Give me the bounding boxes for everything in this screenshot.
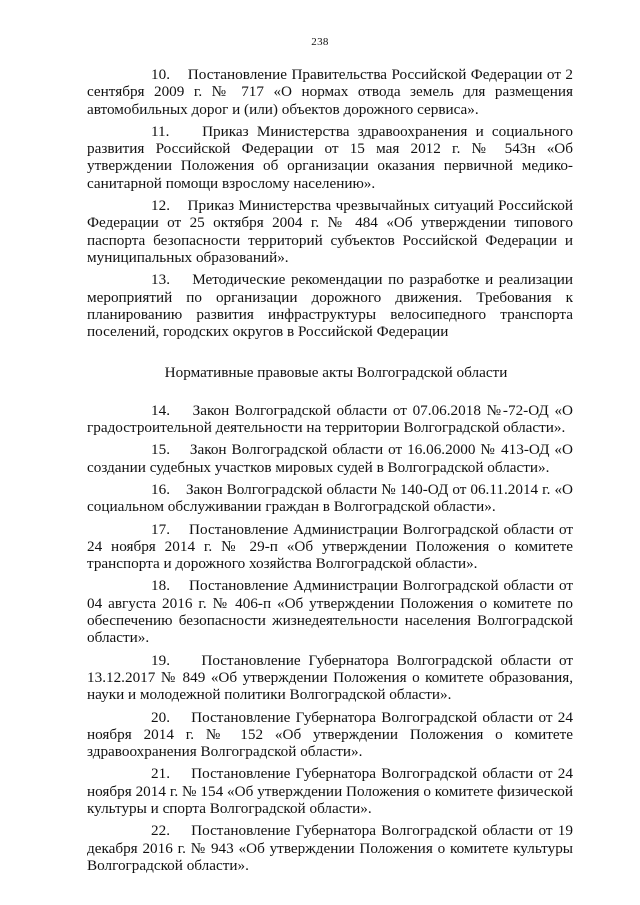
legal-act-text: Приказ Министерства здравоохранения и социального развития Российской Федерации от 15 мая 2012 г. № 543н «Об утверждении Положения об организации оказания первичной медико-санитарной помощи взрослому населению». xyxy=(87,122,573,192)
legal-act-text: Постановление Правительства Российской Федерации от 2 сентября 2009 г. № 717 «О нормах отвода земель для размещения автомобильных дорог и (или) объектов дорожного сервиса». xyxy=(87,66,574,118)
legal-act-text: Закон Волгоградской области от 16.06.2000 № 413-ОД «О создании судебных участков мировых судей в Волгоградской области». xyxy=(87,441,573,476)
legal-act-number: 14. xyxy=(151,401,170,419)
legal-act-text: Постановление Губернатора Волгоградской области от 19 декабря 2016 г. № 943 «Об утверждении Положения о комитете культуры Волгоградской области». xyxy=(87,822,573,874)
legal-act-item xyxy=(87,441,573,476)
legal-act-number: 20. xyxy=(151,708,170,726)
legal-act-item xyxy=(87,577,573,646)
legal-act-number: 11. xyxy=(151,122,170,140)
legal-act-text: Закон Волгоградской области № 140-ОД от 06.11.2014 г. «О социальном обслуживании граждан в Волгоградской области». xyxy=(87,480,574,516)
legal-act-item xyxy=(87,822,573,874)
legal-act-number: 22. xyxy=(151,822,170,840)
legal-act-number: 10. xyxy=(151,66,170,83)
legal-act-text: Постановление Администрации Волгоградской области от 24 ноября 2014 г. № 29-п «Об утверждении Положения о комитете транспорта и дорожного хозяйства Волгоградской области». xyxy=(87,520,573,573)
legal-act-text: Постановление Администрации Волгоградской области от 04 августа 2016 г. № 406-п «Об утверждении Положения о комитете по обеспечению безопасности жизнедеятельности населения Волгоградской области». xyxy=(87,577,573,647)
legal-act-text: Приказ Министерства чрезвычайных ситуаций Российской Федерации от 25 октября 2004 г. № 484 «Об утверждении типового паспорта безопасности территорий субъектов Российской Федерации и муниципальных образований». xyxy=(87,197,574,266)
legal-act-text: Закон Волгоградской области от 07.06.2018 №-72-ОД «О градостроительной деятельности на территории Волгоградской области». xyxy=(87,401,574,437)
legal-act-number: 19. xyxy=(151,651,170,669)
legal-act-item xyxy=(87,402,573,437)
legal-act-number: 18. xyxy=(151,577,170,595)
legal-acts-list-federal xyxy=(87,66,573,340)
section-heading: Нормативные правовые акты Волгоградской области xyxy=(164,364,508,382)
legal-act-number: 13. xyxy=(151,271,170,289)
legal-act-number: 21. xyxy=(151,765,170,783)
legal-act-number: 12. xyxy=(151,197,170,215)
document-content xyxy=(87,66,573,879)
legal-act-text: Постановление Губернатора Волгоградской области от 24 ноября 2014 г. № 152 «Об утверждении Положения о комитете здравоохранения Волгоградской области». xyxy=(87,708,573,761)
legal-act-number: 17. xyxy=(151,520,170,538)
legal-act-item xyxy=(87,66,573,118)
legal-act-text: Постановление Губернатора Волгоградской области от 13.12.2017 № 849 «Об утверждении Положения о комитете образования, науки и молодежной политики Волгоградской области». xyxy=(87,651,573,704)
legal-act-item xyxy=(87,652,573,704)
legal-act-item xyxy=(87,521,573,573)
legal-act-item xyxy=(87,765,573,817)
legal-acts-list-regional xyxy=(87,402,573,874)
legal-act-item xyxy=(87,271,573,340)
legal-act-item xyxy=(87,197,573,266)
legal-act-item xyxy=(87,481,573,516)
legal-act-number: 15. xyxy=(151,441,170,459)
legal-act-text: Методические рекомендации по разработке и реализации мероприятий по организации дорожного движения. Требования к планированию развития инфраструктуры велосипедного транспорта поселений, городских округов в Российской Федерации xyxy=(87,271,573,341)
legal-act-item xyxy=(87,709,573,761)
legal-act-item xyxy=(87,123,573,192)
page-number: 238 xyxy=(311,36,329,48)
legal-act-text: Постановление Губернатора Волгоградской области от 24 ноября 2014 г. № 154 «Об утверждении Положения о комитете физической культуры и спорта Волгоградской области». xyxy=(87,765,573,817)
legal-act-number: 16. xyxy=(151,480,170,498)
